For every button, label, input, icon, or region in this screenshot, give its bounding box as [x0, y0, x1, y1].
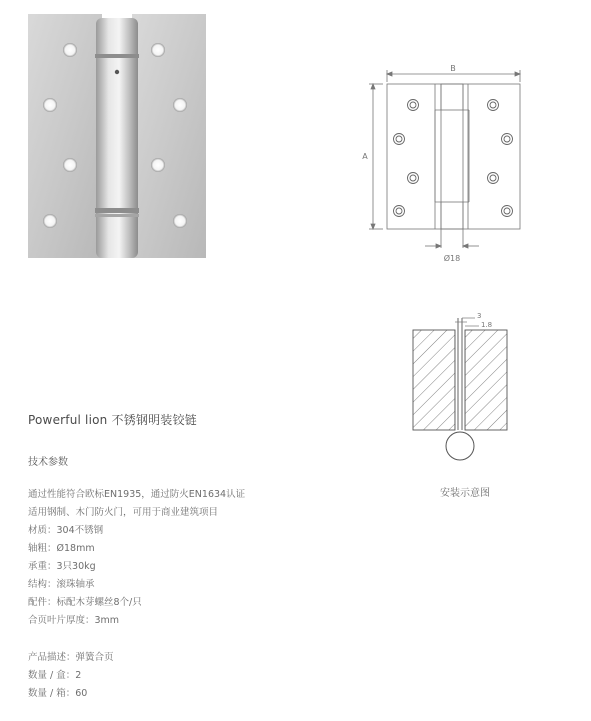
installation-caption: 安装示意图 [440, 488, 490, 499]
quantity-per-box: 数量 / 盒：2 [28, 670, 82, 681]
spec-line: 配件：标配木芽螺丝8个/只 [28, 597, 142, 608]
spec-line: 轴粗：Ø18mm [28, 543, 95, 554]
spec-line: 承重：3只30kg [28, 561, 96, 572]
spec-line: 合页叶片厚度：3mm [28, 615, 120, 626]
thickness-label: 1.8 [481, 321, 493, 329]
quantity-per-case: 数量 / 箱：60 [28, 688, 88, 699]
gap-label: 3 [477, 312, 482, 320]
hinge-photo [28, 14, 206, 258]
installation-section-drawing [405, 308, 520, 468]
specs-heading: 技术参数 [28, 457, 68, 468]
hinge-front-drawing [355, 62, 535, 267]
product-description: 产品描述：弹簧合页 [28, 652, 114, 663]
spec-line: 材质：304不锈钢 [28, 525, 104, 536]
spec-line: 适用钢制、木门防火门，可用于商业建筑项目 [28, 507, 219, 518]
product-title: Powerful lion 不锈钢明装铰链 [28, 413, 197, 427]
dimension-a-label: A [362, 152, 368, 161]
spec-line: 通过性能符合欧标EN1935，通过防火EN1634认证 [28, 489, 246, 500]
diameter-label: Ø18 [443, 254, 461, 263]
spec-line: 结构：滚珠轴承 [28, 579, 95, 590]
dimension-b-label: B [450, 64, 456, 73]
